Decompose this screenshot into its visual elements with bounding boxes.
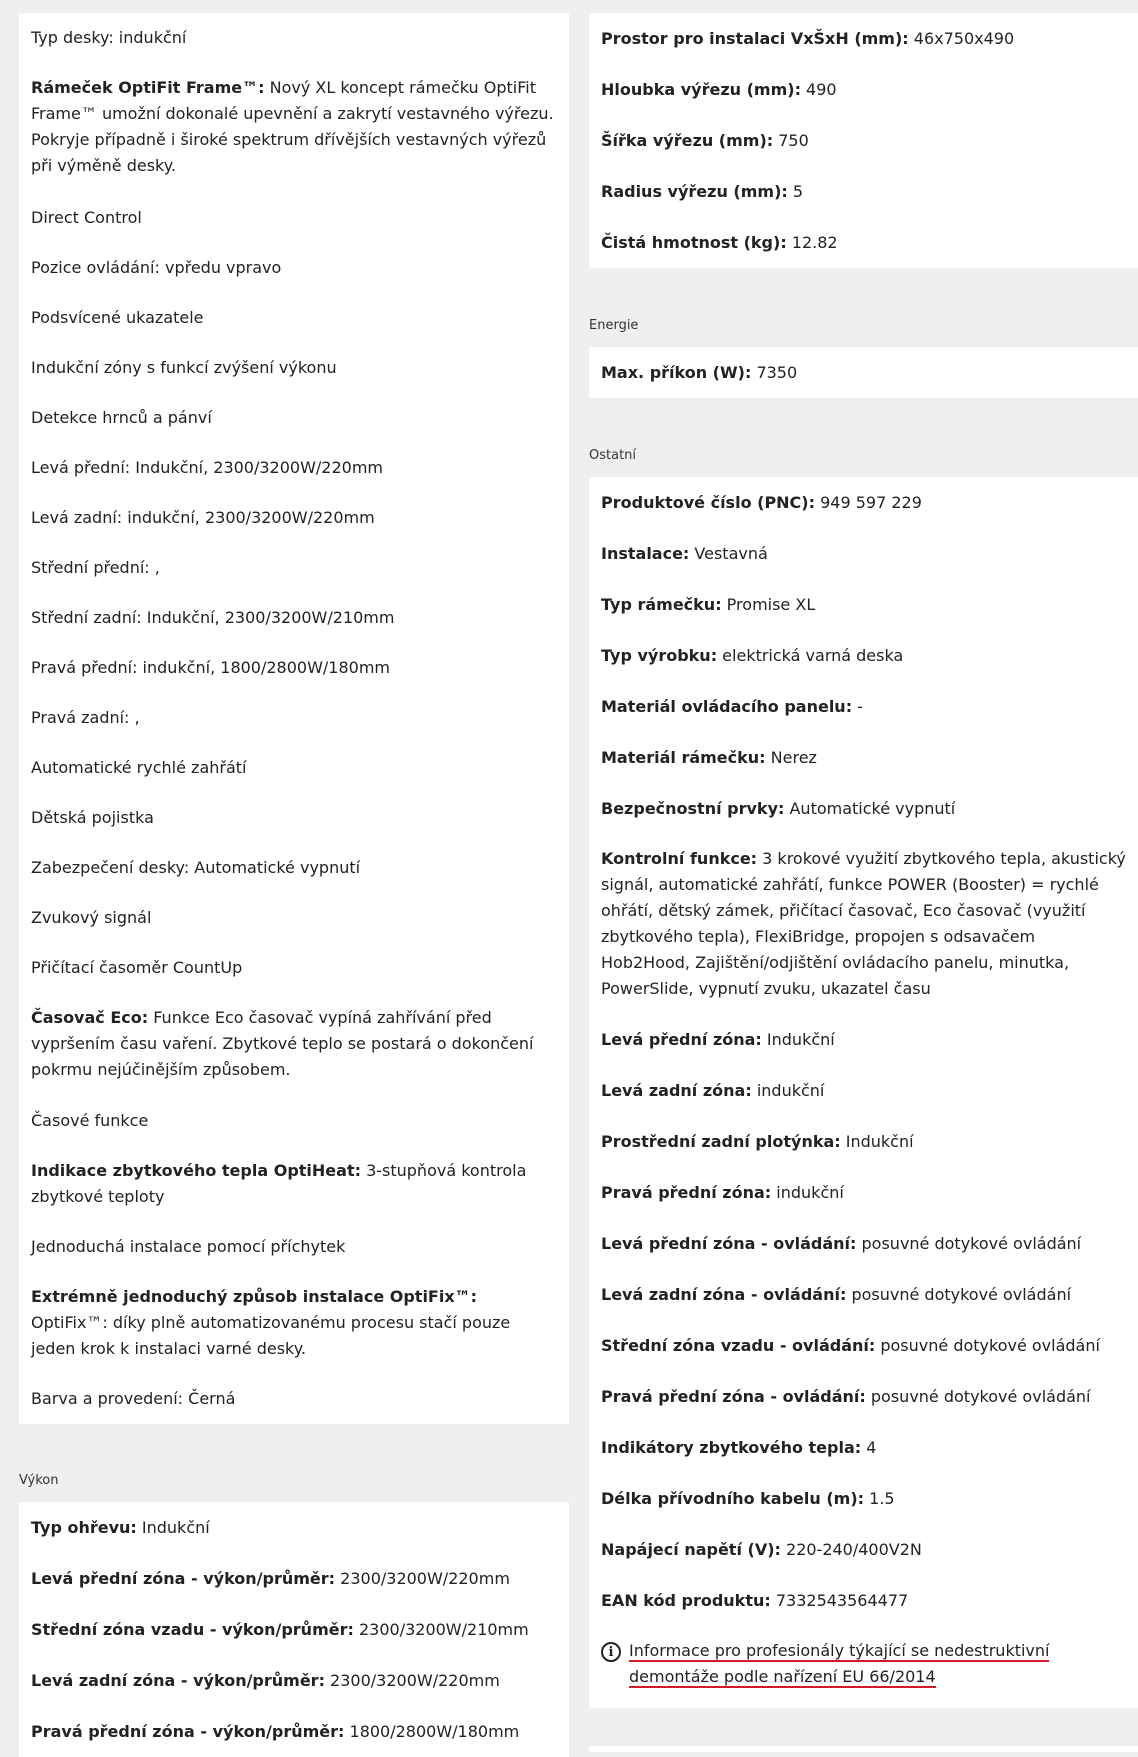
spec-row: [589, 1014, 1138, 1065]
spec-text: [31, 205, 142, 231]
spec-row: [589, 1320, 1138, 1371]
spec-row: [19, 593, 569, 643]
spec-label: Levá zadní zóna:: [601, 1080, 752, 1100]
spec-value: Automatické vypnutí: [784, 798, 956, 818]
spec-label: Materiál ovládacího panelu:: [601, 696, 853, 716]
spec-value: 46x750x490: [908, 28, 1015, 48]
spec-text: [31, 1617, 529, 1643]
spec-row: [19, 693, 569, 743]
spec-value: 1.5: [864, 1488, 895, 1508]
spec-row: [19, 1553, 569, 1604]
spec-text: [31, 1005, 557, 1083]
spec-value: posuvné dotykové ovládání: [846, 1284, 1072, 1304]
spec-text: [601, 1333, 1100, 1359]
spec-label: Typ výrobku:: [601, 645, 718, 665]
spec-text: [31, 75, 557, 179]
spec-value: Střední přední: ,: [31, 558, 160, 577]
spec-text: [31, 1719, 519, 1745]
spec-text: [31, 705, 140, 731]
disassembly-info-link-text: Informace pro profesionály týkající se nedestruktivní demontáže podle nařízení EU 66/2014: [629, 1641, 1050, 1686]
spec-value: 5: [787, 181, 804, 201]
spec-text: [601, 179, 803, 205]
spec-text: [31, 655, 390, 681]
spec-label: EAN kód produktu:: [601, 1590, 771, 1610]
spec-value: elektrická varná deska: [717, 645, 904, 665]
spec-label: Pravá přední zóna - výkon/průměr:: [31, 1721, 345, 1741]
spec-value: OptiFix™: díky plně automatizovanému procesu stačí pouze jeden krok k instalaci varné desky.: [31, 1313, 511, 1358]
spec-text: [601, 694, 863, 720]
spec-text: [31, 1566, 510, 1592]
spec-row: [589, 1371, 1138, 1422]
spec-row: [19, 1502, 569, 1553]
spec-row: [19, 443, 569, 493]
spec-value: 3-stupňová kontrola zbytkové teploty: [31, 1161, 527, 1206]
spec-row: [589, 217, 1138, 268]
spec-row: [19, 1655, 569, 1706]
spec-row: [19, 843, 569, 893]
spec-row: [19, 893, 569, 943]
spec-label: Časovač Eco:: [31, 1008, 149, 1027]
spec-text: [31, 1158, 557, 1210]
spec-text: [31, 405, 212, 431]
spec-row: [19, 243, 569, 293]
spec-row: [19, 193, 569, 243]
spec-value: Střední zadní: Indukční, 2300/3200W/210mm: [31, 608, 395, 627]
spec-value: 2300/3200W/210mm: [353, 1619, 529, 1639]
spec-value: indukční: [771, 1182, 844, 1202]
spec-row: [19, 1374, 569, 1424]
spec-row: [19, 63, 569, 193]
spec-row: [19, 1272, 569, 1374]
spec-value: 7350: [751, 362, 798, 382]
spec-label: Levá přední zóna:: [601, 1029, 762, 1049]
spec-value: 1800/2800W/180mm: [344, 1721, 520, 1741]
spec-row: [589, 347, 1138, 398]
spec-text: [601, 1384, 1090, 1410]
spec-label: Hloubka výřezu (mm):: [601, 79, 801, 99]
spec-text: [31, 905, 151, 931]
spec-text: [31, 255, 281, 281]
spec-label: Levá zadní zóna - výkon/průměr:: [31, 1670, 325, 1690]
spec-row: [589, 1116, 1138, 1167]
spec-text: [31, 605, 394, 631]
spec-row: [19, 1222, 569, 1272]
spec-label: Šířka výřezu (mm):: [601, 130, 774, 150]
spec-text: [601, 360, 797, 386]
spec-row: [589, 732, 1138, 783]
info-icon: i: [601, 1642, 621, 1662]
spec-row: [589, 579, 1138, 630]
spec-value: 12.82: [786, 232, 838, 252]
spec-row: [589, 1218, 1138, 1269]
spec-text: [31, 455, 383, 481]
spec-label: Produktové číslo (PNC):: [601, 492, 816, 512]
spec-row: [589, 1524, 1138, 1575]
spec-value: Direct Control: [31, 208, 142, 227]
spec-text: [601, 1486, 895, 1512]
spec-label: Pravá přední zóna - ovládání:: [601, 1386, 866, 1406]
section-heading: Energie: [589, 318, 639, 333]
spec-row: [589, 13, 1138, 64]
spec-value: Vestavná: [689, 543, 768, 563]
spec-text: [601, 26, 1014, 52]
spec-value: Přičítací časoměr CountUp: [31, 958, 243, 977]
spec-value: Časové funkce: [31, 1111, 149, 1130]
spec-label: Levá přední zóna - výkon/průměr:: [31, 1568, 336, 1588]
spec-value: Indukční zóny s funkcí zvýšení výkonu: [31, 358, 337, 377]
spec-label: Radius výřezu (mm):: [601, 181, 788, 201]
spec-text: [601, 1027, 835, 1053]
spec-value: Indukční: [761, 1029, 835, 1049]
spec-text: [31, 555, 160, 581]
spec-label: Typ rámečku:: [601, 594, 722, 614]
spec-text: [31, 1234, 345, 1260]
spec-label: Extrémně jednoduchý způsob instalace OptiFix™:: [31, 1287, 478, 1306]
spec-value: 4: [861, 1437, 877, 1457]
spec-value: Detekce hrnců a pánví: [31, 408, 212, 427]
spec-row: [19, 993, 569, 1096]
spec-label: Max. příkon (W):: [601, 362, 752, 382]
spec-value: Indukční: [840, 1131, 914, 1151]
spec-value: Levá přední: Indukční, 2300/3200W/220mm: [31, 458, 384, 477]
spec-text: [31, 955, 242, 981]
disassembly-info-link[interactable]: [629, 1638, 1126, 1690]
section-heading: Ostatní: [589, 448, 637, 463]
spec-value: Pravá zadní: ,: [31, 708, 140, 727]
spec-value: 3 krokové využití zbytkového tepla, akustický signál, automatické zahřátí, funkce POWER (Booster) = rychlé ohřátí, dětský zámek, přičítací časovač, Eco časovač (využití zbytkového tepla), FlexiBridge, propojen s odsavačem Hob2Hood, Zajištění/odjištění ovládacího panelu, minutka, PowerSlide, vypnutí zvuku, ukazatel času: [601, 849, 1126, 998]
spec-label: Indikace zbytkového tepla OptiHeat:: [31, 1161, 361, 1180]
spec-row: [589, 166, 1138, 217]
spec-text: [31, 1284, 557, 1362]
spec-row: [589, 64, 1138, 115]
spec-text: [31, 805, 154, 831]
spec-value: 750: [773, 130, 809, 150]
spec-row: [589, 1065, 1138, 1116]
spec-value: 2300/3200W/220mm: [335, 1568, 510, 1588]
spec-row: [19, 493, 569, 543]
spec-row: [19, 343, 569, 393]
spec-row: [19, 393, 569, 443]
spec-label: Prostřední zadní plotýnka:: [601, 1131, 841, 1151]
spec-value: Pozice ovládání: vpředu vpravo: [31, 258, 282, 277]
spec-value: 949 597 229: [815, 492, 922, 512]
spec-label: Pravá přední zóna:: [601, 1182, 772, 1202]
spec-row: [589, 834, 1138, 1014]
spec-text: [31, 1386, 235, 1412]
info-row: [589, 1626, 1138, 1708]
spec-value: 2300/3200W/220mm: [324, 1670, 500, 1690]
spec-text: [601, 490, 922, 516]
spec-text: [601, 1180, 844, 1206]
spec-text: [601, 643, 903, 669]
spec-value: Zvukový signál: [31, 908, 152, 927]
spec-text: [31, 305, 204, 331]
spec-value: 7332543564477: [770, 1590, 909, 1610]
spec-row: [589, 1269, 1138, 1320]
spec-row: [19, 793, 569, 843]
spec-label: Levá přední zóna - ovládání:: [601, 1233, 857, 1253]
spec-row: [19, 1146, 569, 1222]
spec-value: posuvné dotykové ovládání: [875, 1335, 1100, 1355]
spec-value: Jednoduchá instalace pomocí příchytek: [31, 1237, 346, 1256]
spec-label: Indikátory zbytkového tepla:: [601, 1437, 862, 1457]
spec-text: [31, 355, 337, 381]
spec-text: [601, 1588, 908, 1614]
spec-row: [19, 943, 569, 993]
spec-row: [589, 1167, 1138, 1218]
spec-value: Nerez: [765, 747, 817, 767]
spec-text: [601, 1282, 1071, 1308]
spec-row: [589, 1575, 1138, 1626]
spec-row: [589, 681, 1138, 732]
spec-value: 220-240/400V2N: [780, 1539, 922, 1559]
spec-text: [31, 25, 186, 51]
spec-row: [589, 630, 1138, 681]
spec-row: [19, 1096, 569, 1146]
spec-text: [31, 1668, 500, 1694]
spec-label: Typ ohřevu:: [31, 1517, 137, 1537]
spec-row: [589, 477, 1138, 528]
spec-label: Délka přívodního kabelu (m):: [601, 1488, 865, 1508]
spec-value: Pravá přední: indukční, 1800/2800W/180mm: [31, 658, 391, 677]
spec-text: [601, 128, 809, 154]
spec-row: [19, 1604, 569, 1655]
spec-label: Bezpečnostní prvky:: [601, 798, 785, 818]
spec-text: [31, 1108, 148, 1134]
spec-text: [601, 796, 955, 822]
spec-text: [31, 1515, 210, 1541]
spec-label: Levá zadní zóna - ovládání:: [601, 1284, 847, 1304]
spec-value: Zabezpečení desky: Automatické vypnutí: [31, 858, 361, 877]
spec-label: Prostor pro instalaci VxŠxH (mm):: [601, 28, 909, 48]
spec-text: [601, 1231, 1081, 1257]
spec-value: 490: [800, 79, 837, 99]
spec-value: Barva a provedení: Černá: [31, 1389, 236, 1408]
spec-row: [19, 643, 569, 693]
spec-value: Podsvícené ukazatele: [31, 308, 204, 327]
spec-label: Rámeček OptiFit Frame™:: [31, 78, 265, 97]
spec-label: Střední zóna vzadu - ovládání:: [601, 1335, 876, 1355]
spec-label: Napájecí napětí (V):: [601, 1539, 781, 1559]
spec-value: posuvné dotykové ovládání: [865, 1386, 1091, 1406]
spec-value: Indukční: [136, 1517, 210, 1537]
spec-row: [19, 1706, 569, 1757]
spec-row: [589, 1473, 1138, 1524]
spec-value: -: [852, 696, 863, 716]
spec-value: Funkce Eco časovač vypíná zahřívání před vypršením času vaření. Zbytkové teplo se postará o dokončení pokrmu nejúčinějším způsobem.: [31, 1008, 534, 1079]
spec-label: Materiál rámečku:: [601, 747, 766, 767]
spec-value: Typ desky: indukční: [31, 28, 187, 47]
spec-text: [31, 505, 375, 531]
spec-row: [19, 543, 569, 593]
spec-label: Střední zóna vzadu - výkon/průměr:: [31, 1619, 354, 1639]
spec-value: Automatické rychlé zahřátí: [31, 758, 247, 777]
spec-value: Dětská pojistka: [31, 808, 154, 827]
spec-row: [19, 743, 569, 793]
spec-text: [601, 846, 1126, 1002]
spec-text: [601, 541, 768, 567]
spec-text: [601, 1537, 922, 1563]
spec-row: [19, 13, 569, 63]
spec-text: [601, 1435, 876, 1461]
spec-text: [31, 755, 246, 781]
spec-row: [589, 528, 1138, 579]
spec-value: Nový XL koncept rámečku OptiFit Frame™ umožní dokonalé upevnění a zakrytí vestavného výřezu. Pokryje případně i široké spektrum dřívějších vestavných výřezů při výměně desky.: [31, 78, 554, 175]
spec-label: Kontrolní funkce:: [601, 849, 758, 868]
section-heading: Výkon: [19, 1473, 59, 1488]
spec-text: [601, 1078, 824, 1104]
next-section-card: [589, 1746, 1138, 1752]
spec-row: [589, 1422, 1138, 1473]
spec-row: [589, 783, 1138, 834]
spec-text: [601, 1129, 914, 1155]
spec-text: [601, 592, 815, 618]
spec-label: Instalace:: [601, 543, 690, 563]
spec-value: posuvné dotykové ovládání: [856, 1233, 1082, 1253]
spec-text: [601, 745, 817, 771]
spec-text: [601, 77, 837, 103]
spec-text: [601, 230, 838, 256]
spec-row: [589, 115, 1138, 166]
spec-text: [31, 855, 360, 881]
spec-value: Promise XL: [721, 594, 816, 614]
spec-value: indukční: [751, 1080, 825, 1100]
spec-value: Levá zadní: indukční, 2300/3200W/220mm: [31, 508, 375, 527]
spec-label: Čistá hmotnost (kg):: [601, 232, 787, 252]
spec-row: [19, 293, 569, 343]
